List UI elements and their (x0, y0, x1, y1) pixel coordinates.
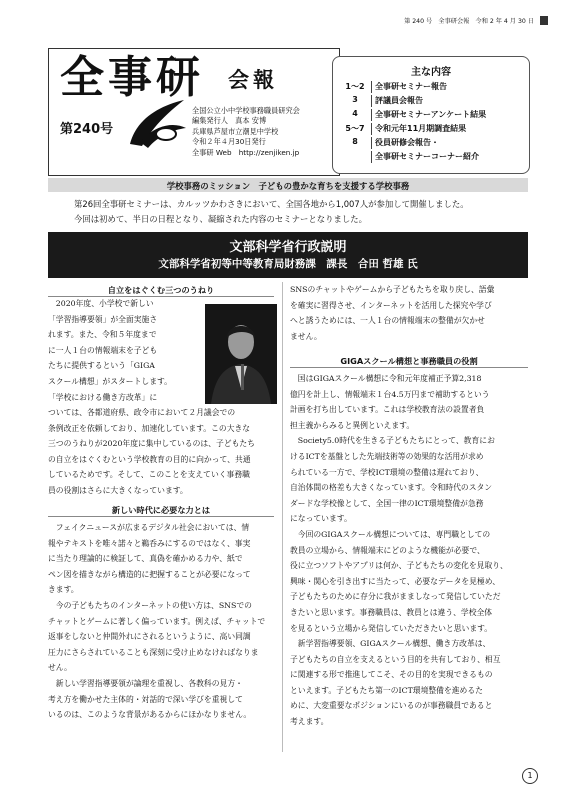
speaker-photo (205, 304, 277, 404)
text-line: 子どもたちの自立を支えるという目的を共有しており、相互 (290, 654, 501, 664)
text-line: られている一方で、学校ICT環境の整備は遅れており、 (290, 467, 484, 477)
toc-page: 1～2 (345, 82, 365, 91)
masthead-logo-suffix: 会報 (228, 67, 278, 92)
text-line: 新学習指導要領、GIGAスクール構想、働き方改革は、 (290, 639, 491, 649)
text-line: に当たり理論的に検証して、真偽を確かめる力や、紙で (48, 554, 243, 564)
toc-title: 評議員会報告 (375, 96, 423, 105)
publisher-line: 兵庫県芦屋市立潮見中学校 (192, 126, 279, 136)
text-line: れます。また、令和５年度まで (48, 330, 157, 340)
section-subtitle: 文部科学省初等中等教育局財務課 課長 合田 哲雄 氏 (158, 258, 418, 270)
toc-title: 役員研修会報告・ (375, 138, 439, 147)
text-line: 三つのうねりが2020年度に集中しているのは、子どもたち (48, 439, 255, 449)
text-line: 教員の立場から、情報端末にどのような機能が必要で、 (290, 545, 485, 555)
table-of-contents (332, 56, 530, 174)
text-line: スクール構想」がスタートします。 (48, 376, 172, 386)
toc-item[interactable] (333, 123, 529, 135)
left-paragraph-1-bottom (48, 405, 276, 499)
speaker-silhouette-icon (205, 304, 277, 404)
text-line: たちに提供するという「GIGA (48, 361, 155, 371)
publisher-info (192, 106, 340, 158)
text-line: 「学習指導要領」が全面実施さ (48, 314, 158, 324)
section-title: 文部科学省行政説明 (229, 240, 347, 255)
text-line: せん。 (48, 663, 72, 673)
text-line: 自治体間の格差も大きくなっています。令和時代のスタン (290, 483, 493, 493)
mission-statement: 学校事務のミッション 子どもの豊かな育ちを支援する学校事務 (166, 181, 410, 191)
toc-page: 8 (352, 137, 358, 146)
text-line: といえます。子どもたち第一のICT環境整備を進めるた (290, 685, 483, 695)
text-line: チャットとゲームに著しく偏っています。例えば、チャットで (48, 616, 266, 626)
text-line: 役に立つソフトやアプリは何か、子どもたちの変化を見取り、 (290, 561, 508, 571)
text-line: 「学校における働き方改革」に (48, 392, 158, 402)
toc-title: 令和元年11月期調査結果 (375, 124, 467, 133)
right-paragraph (290, 371, 530, 730)
toc-item[interactable] (333, 95, 529, 107)
text-line: 興味・関心を引き出すに当たって、必要なデータを見極め、 (290, 576, 501, 586)
text-line: 億円を計上し、情報端末１台4.5万円まで補助するという (290, 389, 490, 399)
text-line: しているためです。そして、このことを支えていく事務職 (48, 470, 250, 480)
text-line: 条例改正を依頼しており、加速化しています。この大きな (48, 423, 251, 433)
text-line: 考えます。 (290, 717, 329, 727)
text-line: 担主義からみると異例といえます。 (290, 420, 415, 430)
text-line: へと誘うためには、一人１台の情報端末の整備が欠かせ (290, 316, 485, 326)
text-line: 考え方を働かせた主体的・対話的で深い学びを重視して (48, 694, 243, 704)
text-line: ません。 (290, 331, 322, 341)
text-line: 返事をしないと仲間外れにされるというように、高い同調 (48, 632, 251, 642)
text-line: Society5.0時代を生きる子どもたちにとって、教育にお (290, 436, 495, 446)
toc-title: 全事研セミナーコーナー紹介 (375, 152, 479, 161)
issue-number: 第240号 (60, 122, 114, 137)
toc-item[interactable] (333, 81, 529, 93)
left-paragraph-1-top (48, 296, 204, 405)
publisher-line: 全事研 Web http://zenjiken.jp (192, 147, 300, 157)
intro-line: 第26回全事研セミナーは、カルッツかわさきにおいて、全国各地から1,007人が参加して開催しました。 (74, 199, 469, 209)
toc-item[interactable] (333, 109, 529, 121)
page-number: 1 (522, 768, 538, 784)
column-divider (282, 282, 283, 752)
publisher-line: 編集発行人 真本 安博 (192, 116, 267, 126)
text-line: ペン図を描きながら構造的に把握することが必要になって (48, 569, 251, 579)
text-line: になっています。 (290, 514, 352, 524)
text-line: 員の役割はさらに大きくなっています。 (48, 485, 188, 495)
toc-page: 5～7 (345, 124, 365, 133)
publisher-line: 令和２年４月30日発行 (192, 137, 266, 147)
text-line: 今の子どもたちのインターネットの使い方は、SNSでの (48, 600, 252, 610)
text-line: 2020年度、小学校で新しい (48, 299, 154, 308)
right-heading: GIGAスクール構想と事務職員の役割 (290, 356, 528, 368)
text-line: きます。 (48, 585, 79, 595)
toc-page: 3 (352, 95, 358, 104)
text-line: 子どもたちのために存分に我がまましなって発信していただ (290, 592, 501, 602)
logo-swirl-icon (122, 94, 192, 152)
left-paragraph-2 (48, 520, 276, 723)
header-bar-decoration (540, 16, 548, 25)
text-line: きたいと思います。事務職員は、教員とは違う、学校全体 (290, 607, 493, 617)
text-line: いるのは、このような背景があるからにほかなりません。 (48, 710, 252, 720)
masthead-logo: 全事研 (60, 52, 204, 103)
toc-item[interactable] (333, 151, 529, 163)
publisher-line: 全国公立小中学校事務職員研究会 (192, 106, 300, 115)
left-heading-1: 自立をはぐくむ三つのうねり (48, 285, 274, 297)
contents-title: 主な内容 (411, 67, 451, 78)
text-line: を確実に習得させ、インターネットを活用した探究や学び (290, 300, 492, 310)
text-line: SNSのチャットやゲームから子どもたちを取り戻し、語彙 (290, 285, 495, 294)
text-line: の自立をはぐくむという学校教育の目的に向かって、共通 (48, 454, 251, 464)
toc-page: 4 (352, 109, 358, 118)
text-line: 新しい学習指導要領が論理を重視し、各教科の見方・ (48, 678, 243, 688)
toc-item[interactable] (333, 137, 529, 149)
left-heading-2: 新しい時代に必要な力とは (48, 505, 274, 517)
text-line: に関連する形で推進してこそ、その目的を実現できるもの (290, 670, 493, 680)
text-line: 報やテキストを唯々諾々と鵜呑みにするのではなく、事実 (48, 538, 251, 548)
text-line: けるICTを基盤とした先端技術等の効果的な活用が求め (290, 451, 484, 461)
toc-title: 全事研セミナーアンケート結果 (375, 110, 487, 119)
text-line: を見るという立場から発信していただきたいと思います。 (290, 623, 493, 633)
text-line: 計画を打ち出しています。これは学校教育法の設置者負 (290, 405, 485, 415)
text-line: 圧力にさらされていることも深刻に受け止めなければなりま (48, 647, 259, 657)
intro-line: 今回は初めて、半日の日程となり、凝縮された内容のセミナーとなりました。 (74, 214, 367, 224)
text-line: フェイクニュースが広まるデジタル社会においては、情 (48, 523, 250, 532)
right-paragraph-0 (290, 282, 530, 344)
text-line: 国はGIGAスクール構想に令和元年度補正予算2,318 (290, 374, 482, 383)
text-line: めに、大変重要なポジションにいるのが事務職員であると (290, 701, 493, 711)
header-meta: 第 240 号 全事研会報 令和 2 年 4 月 30 日 (404, 18, 534, 25)
text-line: 今回のGIGAスクール構想については、専門職としての (290, 529, 491, 539)
text-line: ついては、各都道府県、政令市において２月議会での (48, 408, 236, 417)
toc-title: 全事研セミナー報告 (375, 82, 447, 91)
text-line: に一人１台の情報端末を子ども (48, 345, 158, 355)
text-line: ダードな学校像として、全国一律のICT環境整備が急務 (290, 498, 484, 508)
